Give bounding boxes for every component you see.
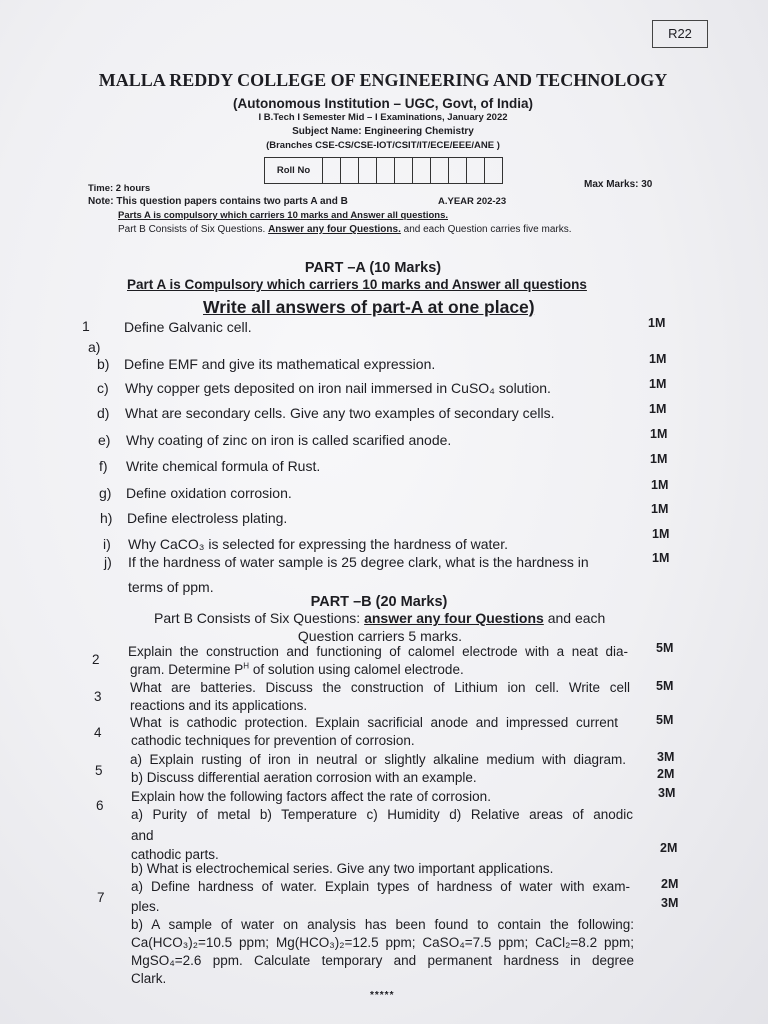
question-5b-text: b) Discuss differential aeration corrosion with an example. — [131, 770, 477, 785]
part-b-instruction-2: Question carriers 5 marks. — [297, 628, 463, 644]
academic-year: A.YEAR 202-23 — [438, 196, 507, 207]
roll-no-box — [358, 158, 376, 183]
question-1g-marks: 1M — [651, 478, 669, 492]
question-1b-label: b) — [97, 356, 110, 372]
question-1i-marks: 1M — [652, 527, 670, 541]
question-1b-marks: 1M — [649, 352, 667, 366]
question-2-line-2-text-end: of solution using calomel electrode. — [249, 662, 464, 677]
roll-no-box — [466, 158, 484, 183]
part-a-title: PART –A (10 Marks) — [304, 260, 442, 276]
question-6-number: 6 — [96, 798, 104, 813]
rule-part-a: Parts A is compulsory which carriers 10 marks and Answer all questions. — [118, 210, 448, 221]
question-1e-text: Why coating of zinc on iron is called scarified anode. — [126, 432, 452, 448]
question-1a-text: Define Galvanic cell. — [124, 319, 252, 335]
part-b-instruction-emphasis: answer any four Questions — [364, 610, 544, 626]
max-marks: Max Marks: 30 — [584, 179, 653, 190]
part-b-instruction — [154, 610, 605, 626]
question-6a-factors-line-2: and — [131, 828, 154, 843]
question-6b-marks: 2M — [660, 841, 678, 855]
question-5-number: 5 — [95, 763, 103, 778]
subject-name: Subject Name: Engineering Chemistry — [292, 126, 474, 137]
question-5a-text: a) Explain rusting of iron in neutral or slightly alkaline medium with diagram. — [130, 752, 626, 767]
question-4-line-2: cathodic techniques for prevention of corrosion. — [131, 733, 415, 748]
question-6a-text: Explain how the following factors affect the rate of corrosion. — [131, 789, 491, 804]
question-1f-marks: 1M — [650, 452, 668, 466]
question-3-number: 3 — [94, 689, 102, 704]
roll-no-box — [430, 158, 448, 183]
question-2-number: 2 — [92, 652, 100, 667]
roll-no-box — [322, 158, 340, 183]
question-7-number: 7 — [97, 890, 105, 905]
question-1d-label: d) — [97, 405, 110, 421]
question-1h-label: h) — [100, 510, 113, 526]
question-1b-text: Define EMF and give its mathematical expression. — [124, 356, 436, 372]
roll-no-box — [340, 158, 358, 183]
question-1j-marks: 1M — [652, 551, 670, 565]
question-1a-marks: 1M — [648, 316, 666, 330]
question-6a-factors-line-3: cathodic parts. — [131, 847, 219, 862]
question-1i-text: Why CaCO₃ is selected for expressing the hardness of water. — [128, 536, 508, 552]
question-1g-label: g) — [99, 485, 112, 501]
branches: (Branches CSE-CS/CSE-IOT/CSIT/IT/ECE/EEE/ANE ) — [266, 140, 500, 151]
rule-part-b-emphasis: Answer any four Questions. — [268, 224, 401, 235]
roll-no-box — [484, 158, 502, 183]
rule-part-b — [118, 224, 572, 236]
question-2-line-2-text: gram. Determine P — [130, 662, 244, 677]
rule-part-b-tail: and each Question carries five marks. — [400, 224, 572, 235]
part-a-instruction-2: Write all answers of part-A at one place) — [203, 297, 535, 317]
question-number-1: 1 — [82, 318, 90, 334]
question-6a-factors: a) Purity of metal b) Temperature c) Humidity d) Relative areas of anodic — [131, 807, 633, 822]
question-1c-text: Why copper gets deposited on iron nail immersed in CuSO₄ solution. — [125, 380, 551, 396]
question-3-marks: 5M — [656, 679, 674, 693]
exam-name: I B.Tech I Semester Mid – I Examinations, January 2022 — [258, 112, 508, 123]
question-1c-marks: 1M — [649, 377, 667, 391]
part-b-instruction-tail: and each — [543, 610, 606, 626]
question-1f-text: Write chemical formula of Rust. — [126, 458, 321, 474]
question-7b-text-line-3: MgSO₄=2.6 ppm. Calculate temporary and permanent hardness in degree — [131, 953, 634, 968]
question-7b-text-line-2: Ca(HCO₃)₂=10.5 ppm; Mg(HCO₃)₂=12.5 ppm; CaSO₄=7.5 ppm; CaCl₂=8.2 ppm; — [131, 935, 634, 950]
note: Note: This question papers contains two parts A and B — [88, 196, 348, 207]
question-3-line-2: reactions and its applications. — [130, 698, 308, 713]
roll-no-label: Roll No — [276, 165, 311, 176]
question-1a-label: a) — [88, 339, 101, 355]
question-5a-marks: 3M — [657, 750, 675, 764]
regulation-code: R22 — [652, 20, 708, 48]
question-1h-text: Define electroless plating. — [127, 510, 288, 526]
question-1g-text: Define oxidation corrosion. — [126, 485, 292, 501]
roll-no-box — [448, 158, 466, 183]
question-1e-label: e) — [98, 432, 111, 448]
college-name: MALLA REDDY COLLEGE OF ENGINEERING AND TECHNOLOGY — [98, 70, 668, 90]
part-b-instruction-lead: Part B Consists of Six Questions: — [154, 610, 365, 626]
roll-no-box — [412, 158, 430, 183]
rule-part-b-lead: Part B Consists of Six Questions. — [118, 224, 269, 235]
question-1e-marks: 1M — [650, 427, 668, 441]
question-1i-label: i) — [103, 536, 111, 552]
question-4-number: 4 — [94, 725, 102, 740]
question-1j-text: If the hardness of water sample is 25 degree clark, what is the hardness in — [128, 554, 589, 570]
question-4-line-1: What is cathodic protection. Explain sacrificial anode and impressed current — [130, 715, 618, 730]
question-1d-text: What are secondary cells. Give any two examples of secondary cells. — [125, 405, 555, 421]
question-1j-text-line-2: terms of ppm. — [128, 579, 214, 595]
question-2-line-1: Explain the construction and functioning of calomel electrode with a neat dia- — [128, 644, 628, 659]
question-1d-marks: 1M — [649, 402, 667, 416]
question-7a-marks: 2M — [661, 877, 679, 891]
question-6a-marks: 3M — [658, 786, 676, 800]
question-2-marks: 5M — [656, 641, 674, 655]
question-5b-marks: 2M — [657, 767, 675, 781]
question-1j-label: j) — [104, 554, 112, 570]
exam-time: Time: 2 hours — [88, 183, 151, 194]
question-6b-text: b) What is electrochemical series. Give any two important applications. — [131, 861, 554, 876]
question-1h-marks: 1M — [651, 502, 669, 516]
question-2-line-2 — [130, 662, 464, 678]
ph-superscript: H — [243, 661, 250, 671]
institution-status: (Autonomous Institution – UGC, Govt, of India) — [233, 96, 533, 111]
roll-no-box — [394, 158, 412, 183]
question-7b-marks: 3M — [661, 896, 679, 910]
question-1c-label: c) — [97, 380, 109, 396]
question-7b-text-line-4: Clark. — [131, 971, 167, 986]
roll-number-grid — [264, 157, 503, 184]
roll-no-box — [376, 158, 394, 183]
question-4-marks: 5M — [656, 713, 674, 727]
question-3-line-1: What are batteries. Discuss the construction of Lithium ion cell. Write cell — [130, 680, 630, 695]
question-1f-label: f) — [99, 458, 108, 474]
question-7a-text: a) Define hardness of water. Explain types of hardness of water with exam- — [131, 879, 630, 894]
end-marker: ***** — [370, 990, 395, 1001]
question-7b-text: b) A sample of water on analysis has been found to contain the following: — [131, 917, 634, 932]
part-b-title: PART –B (20 Marks) — [310, 594, 448, 610]
part-a-instruction: Part A is Compulsory which carriers 10 marks and Answer all questions — [127, 277, 587, 292]
question-7a-text-line-2: ples. — [131, 899, 160, 914]
